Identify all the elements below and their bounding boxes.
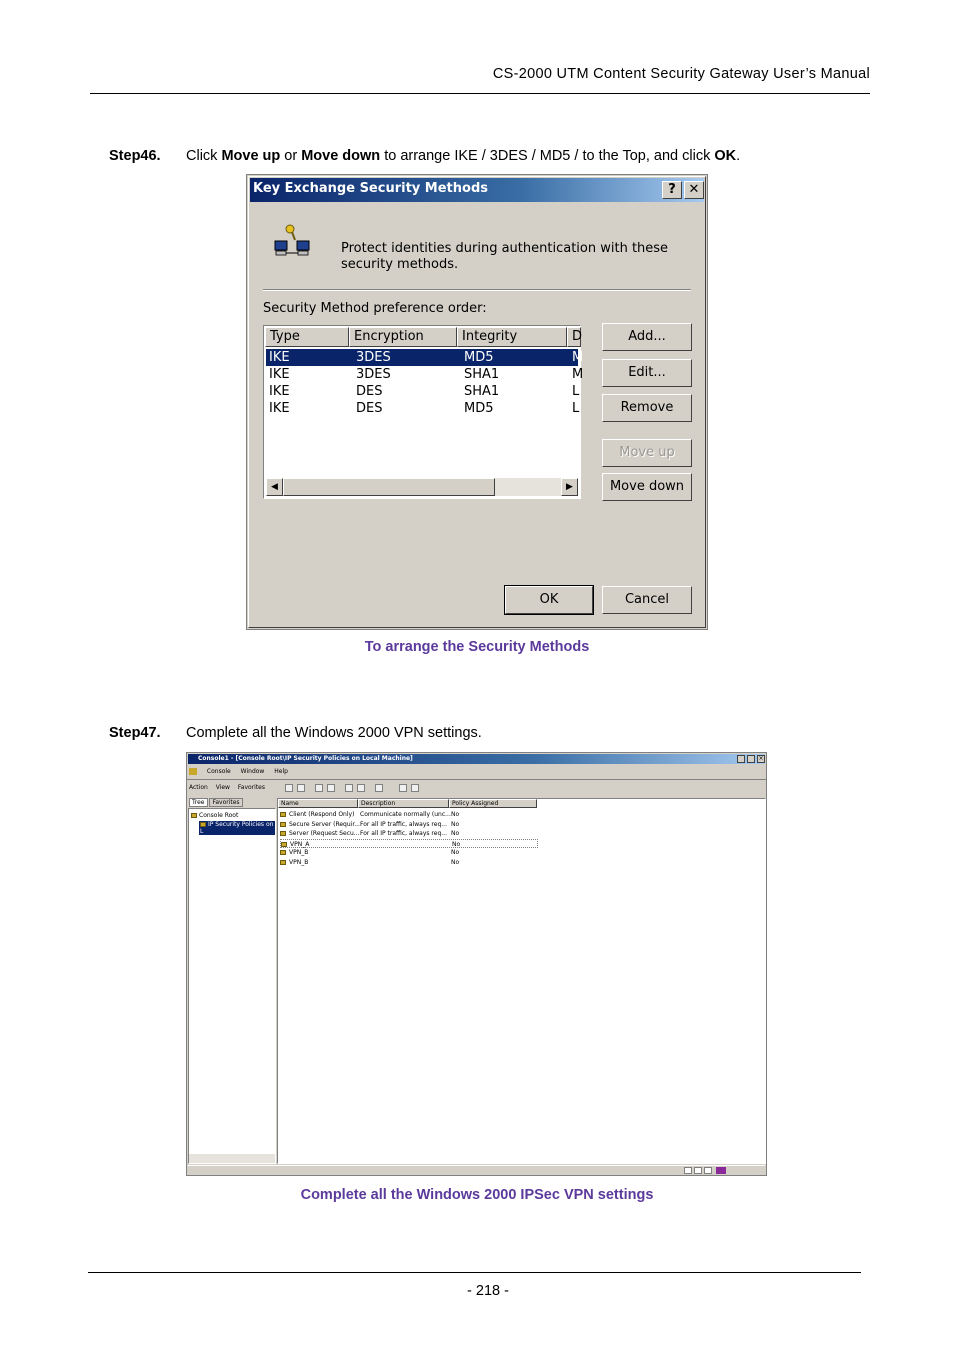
dialog-title: Key Exchange Security Methods [253, 181, 488, 196]
menu-favorites[interactable]: Favorites [237, 784, 265, 791]
list-label: Security Method preference order: [263, 301, 487, 316]
console-icon [189, 768, 197, 775]
status-icon [704, 1167, 712, 1174]
show-tree-icon[interactable] [327, 784, 335, 792]
scroll-left-icon[interactable]: ◀ [266, 478, 283, 496]
move-up-button[interactable]: Move up [602, 439, 692, 467]
method-row[interactable]: IKE DES SHA1 L [269, 384, 580, 399]
export-icon[interactable] [375, 784, 383, 792]
column-encryption[interactable]: Encryption [349, 327, 457, 347]
key-exchange-dialog [246, 174, 708, 630]
dialog-titlebar [250, 178, 704, 202]
close-icon[interactable]: × [758, 755, 764, 762]
mmc-statusbar [188, 1165, 765, 1175]
status-icon [716, 1167, 726, 1174]
menu-window[interactable]: Window [240, 768, 265, 775]
method-row[interactable]: IKE DES MD5 L [269, 401, 580, 416]
mmc-titlebar: Console1 - [Console Root\IP Security Policies on Local Machine] [188, 754, 765, 764]
header-rule [90, 93, 870, 94]
mmc-console-window [186, 752, 767, 1176]
horizontal-scrollbar[interactable] [266, 478, 578, 496]
page-number: - 218 - [467, 1283, 509, 1299]
maximize-icon[interactable] [747, 755, 755, 763]
manage-filters-icon[interactable] [411, 784, 419, 792]
tab-tree[interactable]: Tree [189, 798, 208, 807]
tree-item-ip-security[interactable]: IP Security Policies on L [200, 821, 274, 835]
step46-label: Step46. [109, 148, 161, 164]
back-icon[interactable] [285, 784, 293, 792]
separator [263, 289, 691, 291]
dialog-intro: Protect identities during authentication with these security methods. [341, 241, 669, 272]
tree-pane [188, 808, 276, 1164]
edit-button[interactable]: Edit... [602, 359, 692, 387]
refresh-icon[interactable] [357, 784, 365, 792]
status-icon [694, 1167, 702, 1174]
add-policy-icon[interactable] [399, 784, 407, 792]
security-computers-icon [273, 223, 313, 263]
menu-view[interactable]: View [215, 784, 230, 791]
menu-console[interactable]: Console [206, 768, 231, 775]
cancel-button[interactable]: Cancel [602, 586, 692, 614]
close-button[interactable]: ✕ [684, 181, 704, 199]
ok-button[interactable]: OK [505, 586, 593, 614]
tab-favorites[interactable]: Favorites [209, 798, 242, 807]
mmc-menubar [189, 766, 296, 778]
status-icon [684, 1167, 692, 1174]
help-button[interactable]: ? [662, 181, 682, 199]
footer-rule [88, 1272, 861, 1273]
move-down-button[interactable]: Move down [602, 473, 692, 501]
tree-item-console-root[interactable]: Console Root [191, 812, 238, 819]
policy-row[interactable]: VPN_A No [280, 839, 538, 849]
method-row[interactable]: IKE 3DES MD5 M [266, 349, 578, 366]
scroll-right-icon[interactable]: ▶ [561, 478, 578, 496]
step47-text: Complete all the Windows 2000 VPN settings. [186, 725, 482, 741]
column-policy-assigned[interactable]: Policy Assigned [449, 799, 537, 808]
column-description[interactable]: Description [358, 799, 449, 808]
step47-label: Step47. [109, 725, 161, 741]
method-row[interactable]: IKE 3DES SHA1 M [269, 367, 584, 382]
column-type[interactable]: Type [265, 327, 349, 347]
properties-icon[interactable] [345, 784, 353, 792]
step46-text: Click Move up or Move down to arrange IKE / 3DES / MD5 / to the Top, and click OK. [186, 148, 741, 164]
policy-list-pane: Name Description Policy Assigned Client (Respond Only) Communicate normally (unc... No Secure Server (Requir... For all IP traffic, always req... No Server (Request Secu... For all IP traffic, always req... No VPN_A No VPN_B No VPN_B No [277, 798, 766, 1164]
column-d[interactable]: D [567, 327, 581, 347]
add-button[interactable]: Add... [602, 323, 692, 351]
column-integrity[interactable]: Integrity [457, 327, 567, 347]
tree-scrollbar[interactable] [189, 1154, 275, 1163]
tree-tabs [189, 798, 243, 807]
mmc-action-bar [189, 782, 265, 794]
scroll-thumb[interactable] [283, 478, 495, 496]
column-name[interactable]: Name [278, 799, 358, 808]
minimize-icon[interactable] [737, 755, 745, 763]
up-folder-icon[interactable] [315, 784, 323, 792]
figure-caption-2: Complete all the Windows 2000 IPSec VPN settings [300, 1187, 654, 1203]
security-method-list[interactable] [263, 325, 584, 499]
menu-help[interactable]: Help [274, 768, 288, 775]
menu-action[interactable]: Action [189, 784, 208, 791]
forward-icon[interactable] [297, 784, 305, 792]
manual-header: CS-2000 UTM Content Security Gateway User’s Manual [492, 66, 870, 82]
remove-button[interactable]: Remove [602, 394, 692, 422]
figure-caption-1: To arrange the Security Methods [364, 639, 590, 655]
